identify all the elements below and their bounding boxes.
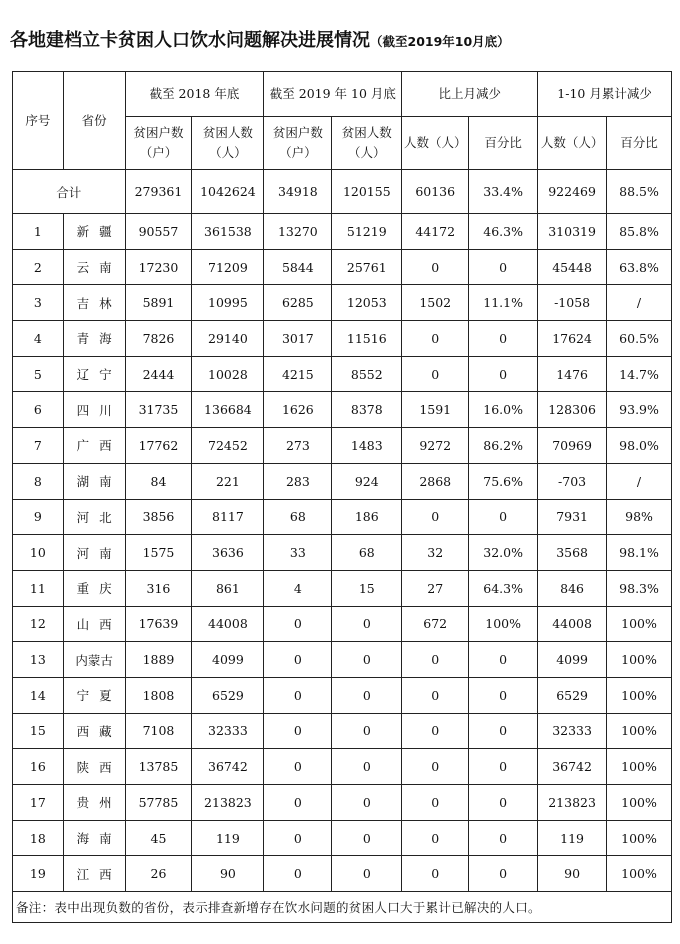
table-cell: 0 bbox=[469, 713, 538, 749]
table-cell: 0 bbox=[332, 713, 402, 749]
table-cell: 213823 bbox=[192, 785, 264, 821]
table-cell: 0 bbox=[264, 606, 332, 642]
table-cell: 100% bbox=[607, 820, 672, 856]
row-seq: 15 bbox=[13, 713, 64, 749]
table-cell: 60.5% bbox=[607, 321, 672, 357]
table-cell: 100% bbox=[607, 713, 672, 749]
table-cell: 45448 bbox=[538, 249, 607, 285]
table-row bbox=[13, 785, 672, 821]
row-seq: 17 bbox=[13, 785, 64, 821]
header-group-cumulative: 1-10 月累计减少 bbox=[538, 72, 672, 117]
table-cell: 0 bbox=[332, 749, 402, 785]
table-cell: / bbox=[607, 285, 672, 321]
table-cell: 0 bbox=[264, 749, 332, 785]
header-households-2019: 贫困户数（户） bbox=[264, 117, 332, 170]
table-cell: 0 bbox=[264, 820, 332, 856]
row-seq: 9 bbox=[13, 499, 64, 535]
row-province: 新疆 bbox=[63, 214, 125, 250]
table-row bbox=[13, 856, 672, 892]
table-cell: 0 bbox=[402, 677, 469, 713]
row-seq: 4 bbox=[13, 321, 64, 357]
table-cell: -703 bbox=[538, 463, 607, 499]
header-group-month: 比上月减少 bbox=[402, 72, 538, 117]
table-row bbox=[13, 749, 672, 785]
table-cell: 1483 bbox=[332, 428, 402, 464]
table-cell: 44008 bbox=[538, 606, 607, 642]
table-cell: 16.0% bbox=[469, 392, 538, 428]
table-cell: 3017 bbox=[264, 321, 332, 357]
table-cell: 0 bbox=[332, 677, 402, 713]
table-cell: 213823 bbox=[538, 785, 607, 821]
row-province: 重庆 bbox=[63, 570, 125, 606]
table-cell: 17639 bbox=[125, 606, 192, 642]
table-cell: 36742 bbox=[538, 749, 607, 785]
table-cell: 1889 bbox=[125, 642, 192, 678]
table-cell: 10028 bbox=[192, 356, 264, 392]
table-cell: 17230 bbox=[125, 249, 192, 285]
table-cell: 0 bbox=[332, 785, 402, 821]
table-cell: 13785 bbox=[125, 749, 192, 785]
table-cell: 0 bbox=[402, 785, 469, 821]
table-cell: 32333 bbox=[192, 713, 264, 749]
table-cell: 1575 bbox=[125, 535, 192, 571]
table-row bbox=[13, 499, 672, 535]
table-cell: 672 bbox=[402, 606, 469, 642]
row-province: 海南 bbox=[63, 820, 125, 856]
table-cell: 46.3% bbox=[469, 214, 538, 250]
table-cell: 5891 bbox=[125, 285, 192, 321]
table-cell: 90557 bbox=[125, 214, 192, 250]
table-row bbox=[13, 214, 672, 250]
table-cell: 10995 bbox=[192, 285, 264, 321]
row-province: 广西 bbox=[63, 428, 125, 464]
row-seq: 7 bbox=[13, 428, 64, 464]
row-province: 西藏 bbox=[63, 713, 125, 749]
table-cell: 4099 bbox=[538, 642, 607, 678]
table-cell: 0 bbox=[402, 249, 469, 285]
table-cell: 0 bbox=[332, 606, 402, 642]
table-row bbox=[13, 249, 672, 285]
table-cell: 32.0% bbox=[469, 535, 538, 571]
table-cell: 90 bbox=[538, 856, 607, 892]
table-cell: 0 bbox=[469, 321, 538, 357]
row-province: 辽宁 bbox=[63, 356, 125, 392]
table-cell: 6285 bbox=[264, 285, 332, 321]
progress-table bbox=[12, 71, 672, 923]
table-cell: 85.8% bbox=[607, 214, 672, 250]
header-seq: 序号 bbox=[13, 72, 64, 170]
table-cell: 9272 bbox=[402, 428, 469, 464]
row-province: 江西 bbox=[63, 856, 125, 892]
table-cell: 4 bbox=[264, 570, 332, 606]
header-province: 省份 bbox=[63, 72, 125, 170]
table-cell: 0 bbox=[469, 856, 538, 892]
table-cell: 100% bbox=[607, 856, 672, 892]
table-cell: 34918 bbox=[264, 170, 332, 214]
header-group-2018: 截至 2018 年底 bbox=[125, 72, 264, 117]
table-cell: 846 bbox=[538, 570, 607, 606]
row-province: 青海 bbox=[63, 321, 125, 357]
table-cell: 120155 bbox=[332, 170, 402, 214]
table-cell: 7826 bbox=[125, 321, 192, 357]
table-cell: 68 bbox=[264, 499, 332, 535]
table-cell: 136684 bbox=[192, 392, 264, 428]
table-cell: 31735 bbox=[125, 392, 192, 428]
table-cell: 8117 bbox=[192, 499, 264, 535]
table-cell: 6529 bbox=[538, 677, 607, 713]
table-cell: 26 bbox=[125, 856, 192, 892]
title-subtitle: （截至2019年10月底） bbox=[370, 34, 510, 49]
table-row bbox=[13, 356, 672, 392]
table-cell: 1626 bbox=[264, 392, 332, 428]
table-cell: 0 bbox=[332, 642, 402, 678]
table-cell: 60136 bbox=[402, 170, 469, 214]
table-cell: 84 bbox=[125, 463, 192, 499]
table-cell: 924 bbox=[332, 463, 402, 499]
table-cell: -1058 bbox=[538, 285, 607, 321]
table-cell: 283 bbox=[264, 463, 332, 499]
table-row bbox=[13, 606, 672, 642]
table-cell: 11516 bbox=[332, 321, 402, 357]
table-cell: 3856 bbox=[125, 499, 192, 535]
table-cell: 221 bbox=[192, 463, 264, 499]
row-seq: 13 bbox=[13, 642, 64, 678]
table-cell: 75.6% bbox=[469, 463, 538, 499]
table-cell: 98.0% bbox=[607, 428, 672, 464]
row-seq: 10 bbox=[13, 535, 64, 571]
table-cell: 1502 bbox=[402, 285, 469, 321]
table-cell: 0 bbox=[402, 356, 469, 392]
table-cell: 8378 bbox=[332, 392, 402, 428]
table-row bbox=[13, 428, 672, 464]
table-cell: 0 bbox=[469, 785, 538, 821]
header-people-2018: 贫困人数（人） bbox=[192, 117, 264, 170]
table-cell: 0 bbox=[402, 820, 469, 856]
table-cell: 0 bbox=[402, 713, 469, 749]
row-seq: 8 bbox=[13, 463, 64, 499]
table-cell: 0 bbox=[469, 499, 538, 535]
table-row bbox=[13, 285, 672, 321]
table-cell: 57785 bbox=[125, 785, 192, 821]
row-seq: 14 bbox=[13, 677, 64, 713]
table-cell: 0 bbox=[469, 820, 538, 856]
table-cell: 316 bbox=[125, 570, 192, 606]
row-seq: 11 bbox=[13, 570, 64, 606]
table-cell: 0 bbox=[332, 856, 402, 892]
table-cell: 14.7% bbox=[607, 356, 672, 392]
row-province: 河北 bbox=[63, 499, 125, 535]
table-cell: 0 bbox=[264, 713, 332, 749]
total-label: 合计 bbox=[13, 170, 126, 214]
table-cell: 98.3% bbox=[607, 570, 672, 606]
footnote: 备注：表中出现负数的省份，表示排查新增存在饮水问题的贫困人口大于累计已解决的人口。 bbox=[13, 892, 672, 923]
table-cell: 1476 bbox=[538, 356, 607, 392]
table-cell: 15 bbox=[332, 570, 402, 606]
row-seq: 3 bbox=[13, 285, 64, 321]
table-cell: 98% bbox=[607, 499, 672, 535]
table-cell: 17762 bbox=[125, 428, 192, 464]
table-cell: 7108 bbox=[125, 713, 192, 749]
table-cell: 0 bbox=[469, 677, 538, 713]
row-seq: 12 bbox=[13, 606, 64, 642]
table-cell: 1591 bbox=[402, 392, 469, 428]
row-province: 宁夏 bbox=[63, 677, 125, 713]
page-title bbox=[10, 26, 678, 52]
row-seq: 19 bbox=[13, 856, 64, 892]
row-province: 四川 bbox=[63, 392, 125, 428]
table-cell: 0 bbox=[402, 321, 469, 357]
table-cell: 90 bbox=[192, 856, 264, 892]
table-cell: 45 bbox=[125, 820, 192, 856]
table-cell: 186 bbox=[332, 499, 402, 535]
row-seq: 2 bbox=[13, 249, 64, 285]
table-cell: / bbox=[607, 463, 672, 499]
table-row bbox=[13, 535, 672, 571]
header-cum-percent: 百分比 bbox=[607, 117, 672, 170]
table-row bbox=[13, 392, 672, 428]
table-cell: 2444 bbox=[125, 356, 192, 392]
table-cell: 0 bbox=[469, 356, 538, 392]
row-province: 山西 bbox=[63, 606, 125, 642]
table-cell: 70969 bbox=[538, 428, 607, 464]
table-cell: 310319 bbox=[538, 214, 607, 250]
table-cell: 0 bbox=[469, 642, 538, 678]
table-cell: 93.9% bbox=[607, 392, 672, 428]
table-cell: 11.1% bbox=[469, 285, 538, 321]
table-cell: 68 bbox=[332, 535, 402, 571]
table-cell: 86.2% bbox=[469, 428, 538, 464]
table-cell: 7931 bbox=[538, 499, 607, 535]
table-cell: 273 bbox=[264, 428, 332, 464]
table-cell: 98.1% bbox=[607, 535, 672, 571]
row-seq: 16 bbox=[13, 749, 64, 785]
row-province: 贵州 bbox=[63, 785, 125, 821]
table-cell: 36742 bbox=[192, 749, 264, 785]
table-cell: 6529 bbox=[192, 677, 264, 713]
table-cell: 100% bbox=[607, 785, 672, 821]
table-cell: 72452 bbox=[192, 428, 264, 464]
table-cell: 13270 bbox=[264, 214, 332, 250]
table-cell: 861 bbox=[192, 570, 264, 606]
table-cell: 33.4% bbox=[469, 170, 538, 214]
table-body bbox=[13, 214, 672, 892]
header-group-2019: 截至 2019 年 10 月底 bbox=[264, 72, 402, 117]
table-cell: 100% bbox=[607, 677, 672, 713]
table-cell: 0 bbox=[469, 249, 538, 285]
table-cell: 88.5% bbox=[607, 170, 672, 214]
header-cum-people: 人数（人） bbox=[538, 117, 607, 170]
table-cell: 3636 bbox=[192, 535, 264, 571]
table-row bbox=[13, 570, 672, 606]
row-province: 河南 bbox=[63, 535, 125, 571]
header-people-2019: 贫困人数（人） bbox=[332, 117, 402, 170]
table-cell: 0 bbox=[264, 856, 332, 892]
table-cell: 27 bbox=[402, 570, 469, 606]
table-cell: 279361 bbox=[125, 170, 192, 214]
table-cell: 32 bbox=[402, 535, 469, 571]
table-cell: 100% bbox=[607, 642, 672, 678]
table-cell: 71209 bbox=[192, 249, 264, 285]
row-province: 湖南 bbox=[63, 463, 125, 499]
table-cell: 4099 bbox=[192, 642, 264, 678]
row-province: 陕西 bbox=[63, 749, 125, 785]
table-row bbox=[13, 642, 672, 678]
table-cell: 0 bbox=[332, 820, 402, 856]
table-cell: 0 bbox=[264, 785, 332, 821]
table-row bbox=[13, 820, 672, 856]
table-cell: 51219 bbox=[332, 214, 402, 250]
table-cell: 44008 bbox=[192, 606, 264, 642]
table-cell: 64.3% bbox=[469, 570, 538, 606]
table-cell: 1042624 bbox=[192, 170, 264, 214]
table-row bbox=[13, 677, 672, 713]
table-cell: 0 bbox=[264, 677, 332, 713]
table-cell: 5844 bbox=[264, 249, 332, 285]
table-cell: 44172 bbox=[402, 214, 469, 250]
table-cell: 119 bbox=[538, 820, 607, 856]
table-cell: 12053 bbox=[332, 285, 402, 321]
table-cell: 0 bbox=[402, 856, 469, 892]
table-cell: 128306 bbox=[538, 392, 607, 428]
table-cell: 361538 bbox=[192, 214, 264, 250]
table-cell: 0 bbox=[469, 749, 538, 785]
table-cell: 100% bbox=[469, 606, 538, 642]
row-province: 内蒙古 bbox=[63, 642, 125, 678]
table-row bbox=[13, 321, 672, 357]
table-cell: 4215 bbox=[264, 356, 332, 392]
row-province: 云南 bbox=[63, 249, 125, 285]
table-header bbox=[13, 72, 672, 170]
table-row bbox=[13, 463, 672, 499]
row-seq: 5 bbox=[13, 356, 64, 392]
table-cell: 63.8% bbox=[607, 249, 672, 285]
table-cell: 3568 bbox=[538, 535, 607, 571]
title-main: 各地建档立卡贫困人口饮水问题解决进展情况 bbox=[10, 30, 370, 51]
table-cell: 2868 bbox=[402, 463, 469, 499]
table-cell: 0 bbox=[402, 642, 469, 678]
row-province: 吉林 bbox=[63, 285, 125, 321]
row-seq: 1 bbox=[13, 214, 64, 250]
header-month-percent: 百分比 bbox=[469, 117, 538, 170]
table-cell: 32333 bbox=[538, 713, 607, 749]
table-cell: 33 bbox=[264, 535, 332, 571]
table-cell: 8552 bbox=[332, 356, 402, 392]
table-cell: 17624 bbox=[538, 321, 607, 357]
table-cell: 25761 bbox=[332, 249, 402, 285]
total-row bbox=[13, 170, 672, 214]
table-cell: 100% bbox=[607, 749, 672, 785]
header-households-2018: 贫困户数（户） bbox=[125, 117, 192, 170]
header-month-people: 人数（人） bbox=[402, 117, 469, 170]
table-cell: 0 bbox=[264, 642, 332, 678]
row-seq: 18 bbox=[13, 820, 64, 856]
table-cell: 0 bbox=[402, 749, 469, 785]
table-cell: 922469 bbox=[538, 170, 607, 214]
row-seq: 6 bbox=[13, 392, 64, 428]
table-cell: 0 bbox=[402, 499, 469, 535]
table-cell: 29140 bbox=[192, 321, 264, 357]
table-cell: 100% bbox=[607, 606, 672, 642]
table-row bbox=[13, 713, 672, 749]
table-cell: 119 bbox=[192, 820, 264, 856]
table-cell: 1808 bbox=[125, 677, 192, 713]
